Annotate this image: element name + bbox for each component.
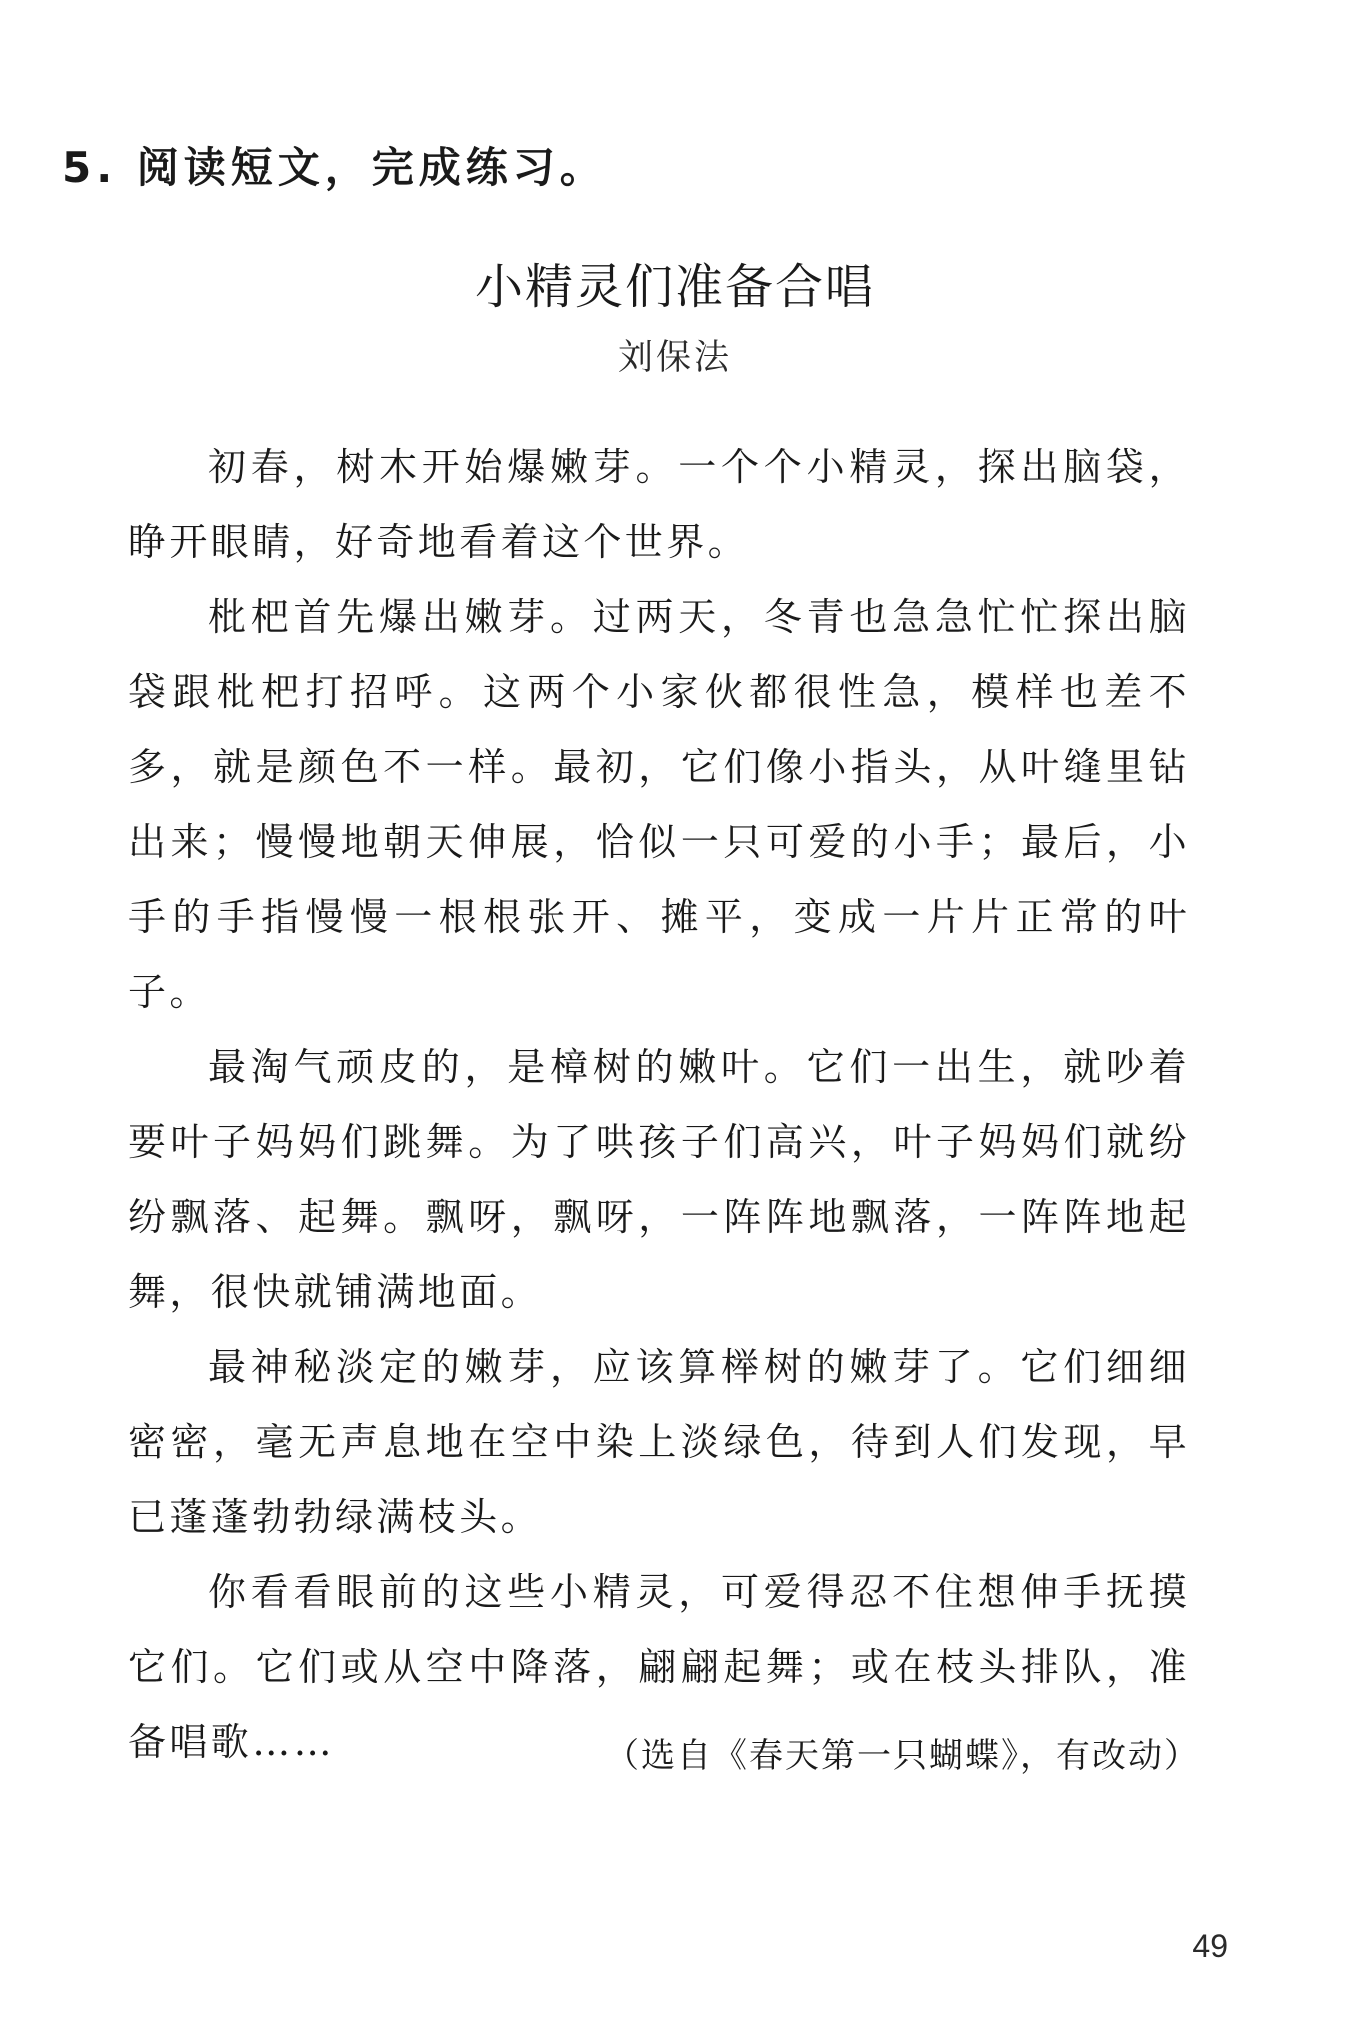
article-author: 刘保法 bbox=[617, 338, 732, 378]
page-number: 49 bbox=[1192, 1928, 1228, 1964]
exercise-heading: 5. 阅读短文，完成练习。 bbox=[62, 143, 607, 192]
paragraph-2: 枇杷首先爆出嫩芽。过两天，冬青也急急忙忙探出脑袋跟枇杷打招呼。这两个小家伙都很性急，模样也差不多，就是颜色不一样。最初，它们像小指头，从叶缝里钻出来；慢慢地朝天伸展，恰似一只可爱的小手；最后，小手的手指慢慢一根根张开、摊平，变成一片片正常的叶子。 bbox=[128, 595, 1190, 1014]
article-body bbox=[128, 430, 1190, 1780]
paragraph-1: 初春，树木开始爆嫩芽。一个个小精灵，探出脑袋，睁开眼睛，好奇地看着这个世界。 bbox=[128, 445, 1190, 564]
paragraph-3: 最淘气顽皮的，是樟树的嫩叶。它们一出生，就吵着要叶子妈妈们跳舞。为了哄孩子们高兴，叶子妈妈们就纷纷飘落、起舞。飘呀，飘呀，一阵阵地飘落，一阵阵地起舞，很快就铺满地面。 bbox=[128, 1045, 1190, 1314]
paragraph-5: 你看看眼前的这些小精灵，可爱得忍不住想伸手抚摸它们。它们或从空中降落，翩翩起舞；或在枝头排队，准备唱歌…… bbox=[128, 1570, 1190, 1764]
article-title: 小精灵们准备合唱 bbox=[474, 259, 875, 315]
paragraph-4: 最神秘淡定的嫩芽，应该算榉树的嫩芽了。它们细细密密，毫无声息地在空中染上淡绿色，待到人们发现，早已蓬蓬勃勃绿满枝头。 bbox=[128, 1345, 1190, 1539]
source-citation: （选自《春天第一只蝴蝶》，有改动） bbox=[605, 1736, 1200, 1776]
